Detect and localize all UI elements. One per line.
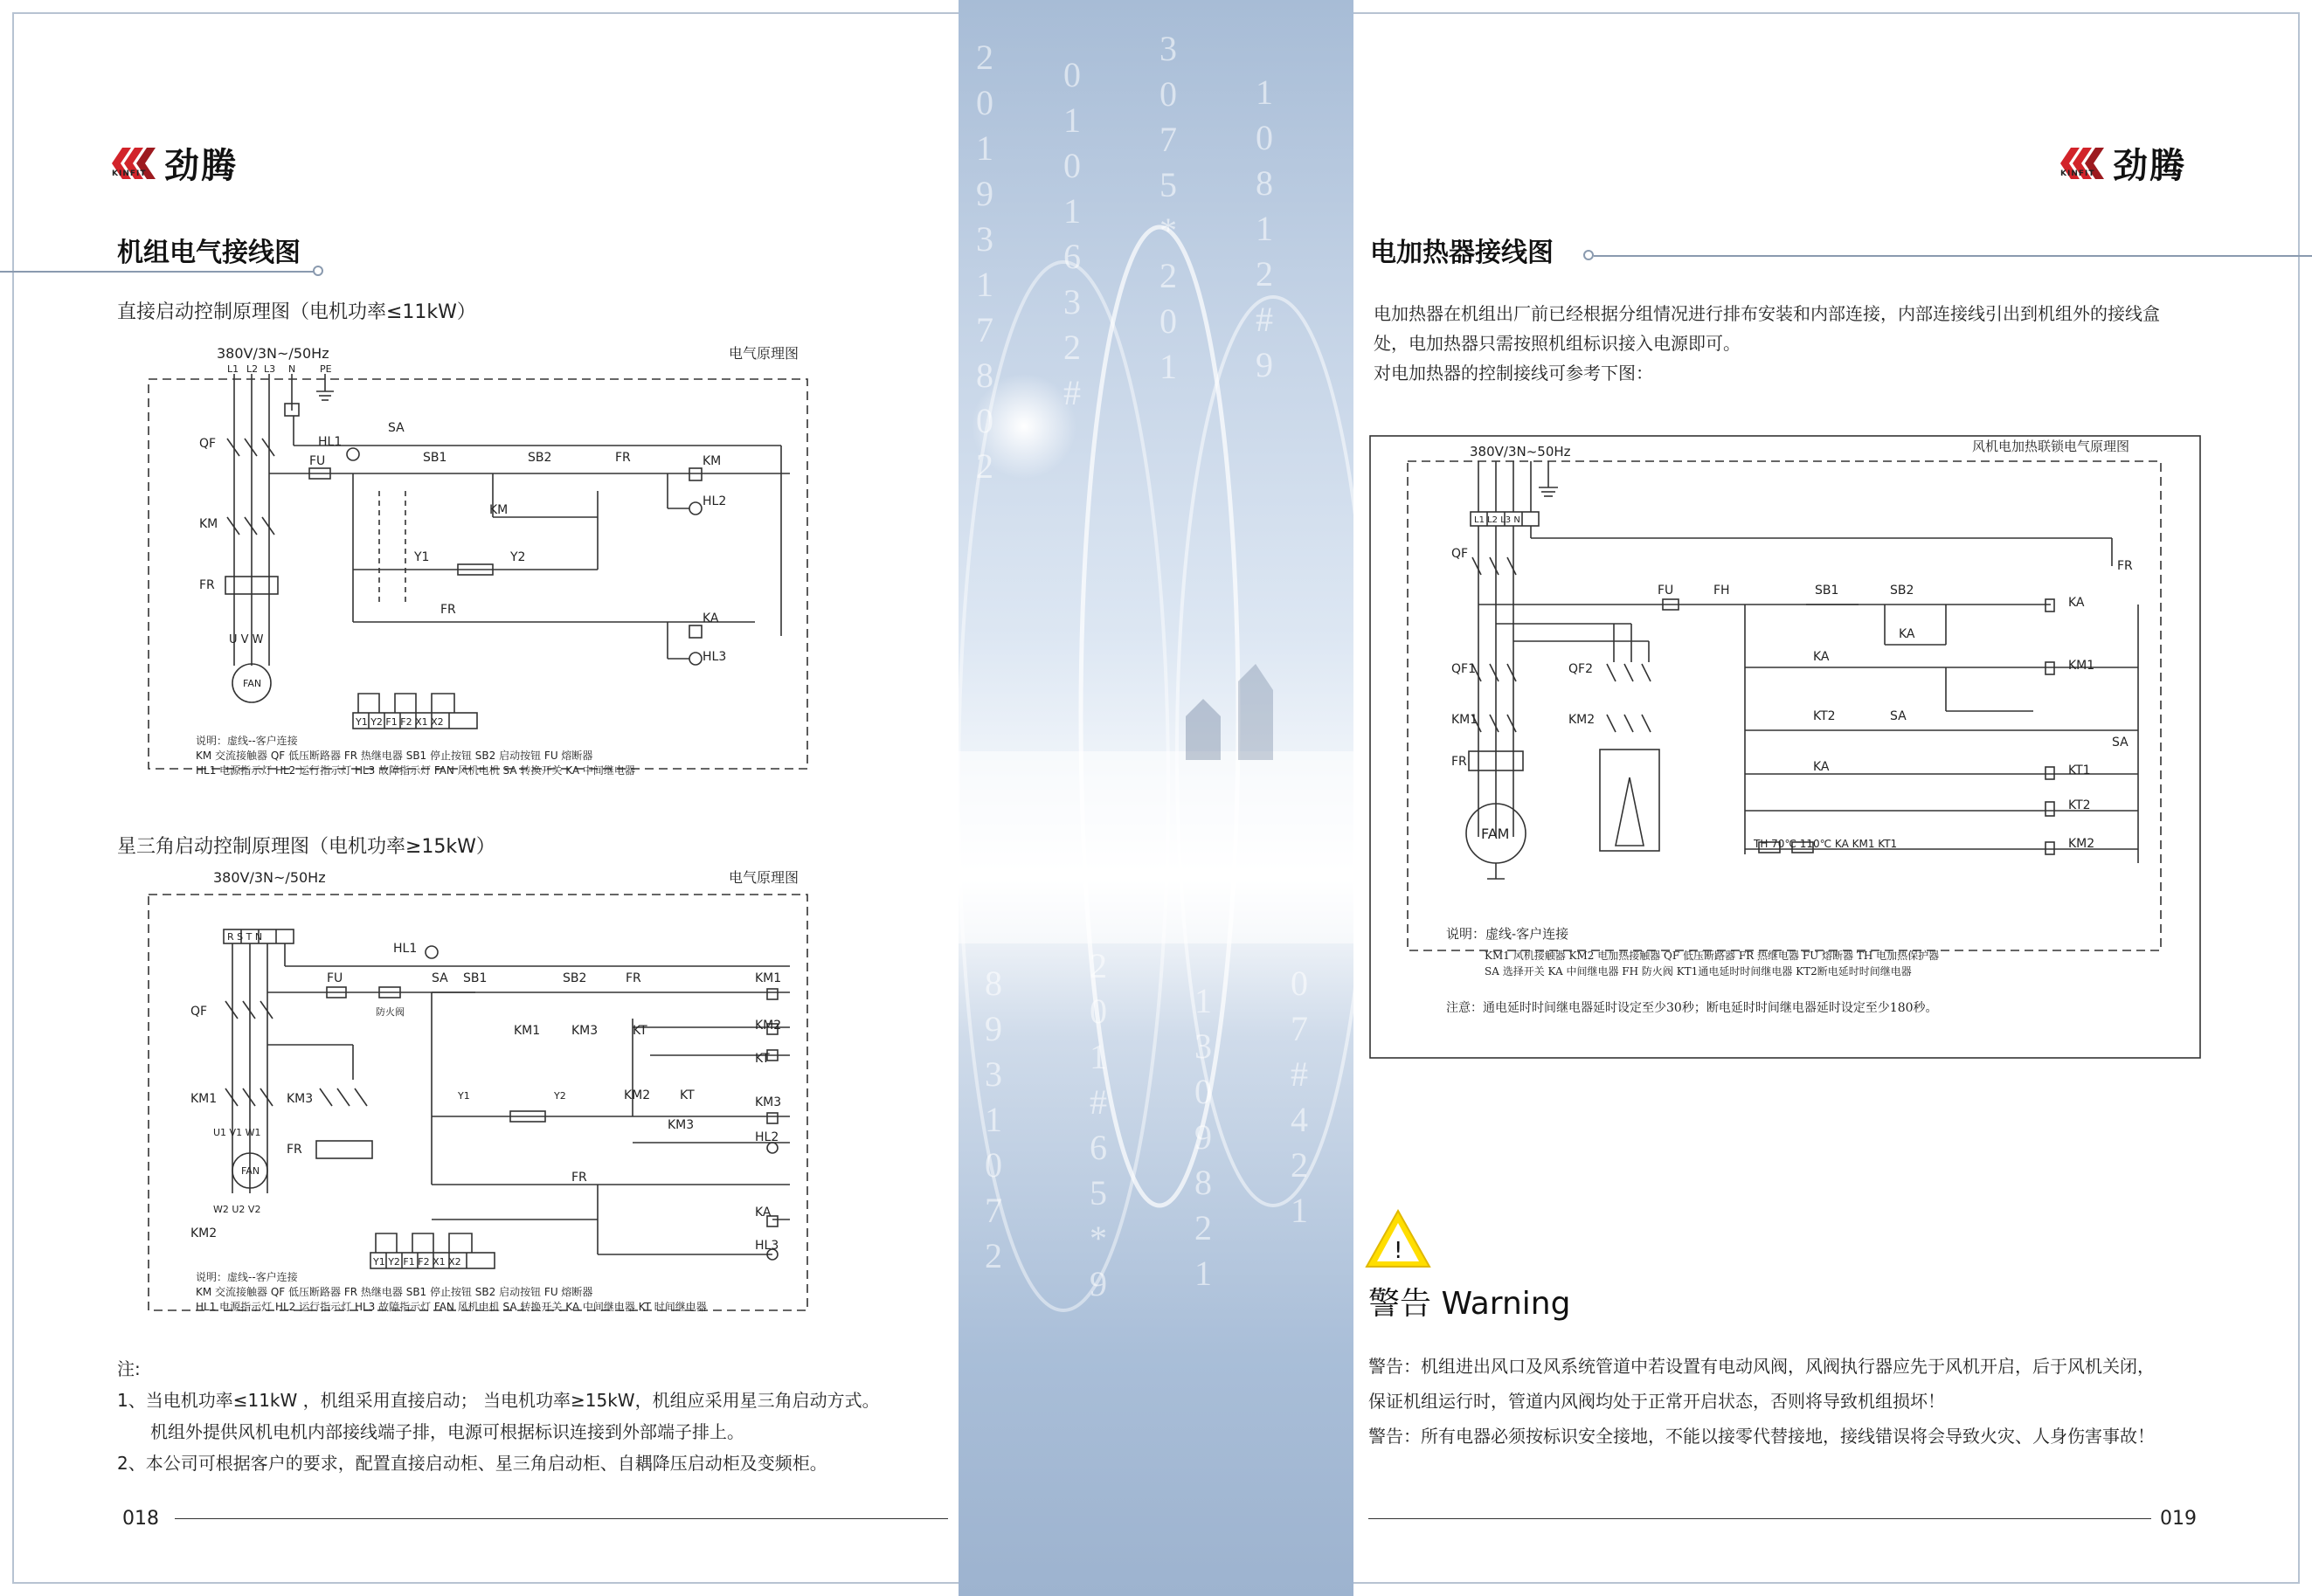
direct-supply-label: 380V/3N~/50Hz (217, 345, 329, 362)
svg-text:FR: FR (287, 1143, 302, 1157)
right-title-rule (1594, 255, 2312, 257)
svg-text:SB1: SB1 (423, 451, 447, 465)
svg-text:FR: FR (571, 1171, 587, 1185)
svg-text:KT: KT (755, 1052, 770, 1066)
brand-name: 劲腾 (164, 145, 238, 186)
svg-text:SB1: SB1 (1815, 584, 1839, 598)
svg-text:KA: KA (755, 1206, 772, 1219)
svg-text:Y1: Y1 (414, 550, 430, 564)
svg-text:KM1: KM1 (2068, 659, 2095, 673)
svg-text:KM2: KM2 (1568, 713, 1596, 727)
page-number-left: 018 (122, 1508, 159, 1530)
left-section-title: 机组电气接线图 (117, 238, 301, 268)
svg-text:KM3: KM3 (668, 1118, 695, 1132)
svg-text:HL1: HL1 (393, 942, 418, 956)
svg-text:防火阀: 防火阀 (376, 1006, 405, 1018)
svg-text:FR: FR (199, 578, 215, 592)
svg-text:L1: L1 (227, 363, 239, 375)
heater-legend-3: SA 选择开关 KA 中间继电器 FH 防火阀 KT1通电延时时间继电器 KT2断电延时时间继电器 (1485, 965, 1912, 978)
svg-text:KM3: KM3 (287, 1092, 314, 1106)
svg-text:SB1: SB1 (463, 971, 488, 985)
note-1b: 机组外提供风机电机内部接线端子排，电源可根据标识连接到外部端子排上。 (150, 1421, 744, 1442)
svg-text:KM2: KM2 (755, 1019, 782, 1033)
svg-text:L3: L3 (264, 363, 276, 375)
svg-text:FR: FR (2117, 559, 2133, 573)
svg-text:KA: KA (1813, 650, 1830, 664)
svg-text:SA: SA (432, 971, 448, 985)
svg-text:KM2: KM2 (190, 1226, 218, 1240)
svg-text:HL2: HL2 (703, 494, 727, 508)
left-footer-rule (175, 1518, 948, 1519)
svg-text:FAN: FAN (243, 678, 262, 689)
svg-text:L2: L2 (246, 363, 259, 375)
warning-triangle-icon (1363, 1207, 1433, 1270)
svg-text:R S T N: R S T N (227, 931, 263, 943)
star-legend-3: HL1 电源指示灯 HL2 运行指示灯 HL3 故障指示灯 FAN 风机电机 SA 转换开关 KA 中间继电器 KT 时间继电器 (196, 1301, 707, 1313)
heater-legend-2: KM1 风机接触器 KM2 电加热接触器 QF 低压断路器 FR 热继电器 FU 熔断器 TH 电加热保护器 (1485, 950, 1940, 962)
left-title-dot (313, 266, 323, 276)
brand-sub: KINFIT (2060, 169, 2095, 178)
svg-text:SB2: SB2 (563, 971, 587, 985)
svg-text:U V W: U V W (229, 633, 264, 646)
direct-caption: 电气原理图 (729, 345, 800, 362)
svg-text:PE: PE (320, 363, 332, 375)
star-delta-diagram (143, 870, 842, 1324)
heater-legend-1: 说明：虚线-客户连接 (1446, 926, 1569, 942)
svg-text:SB2: SB2 (1890, 584, 1914, 598)
svg-text:KA: KA (703, 611, 719, 625)
svg-text:KM1: KM1 (190, 1092, 218, 1106)
star-legend-1: 说明：虚线--客户连接 (196, 1271, 298, 1283)
svg-text:QF: QF (190, 1005, 208, 1019)
svg-text:TH 70℃ 110℃ KA KM1 KT1: TH 70℃ 110℃ KA KM1 KT1 (1754, 838, 1898, 850)
right-title-dot (1583, 250, 1594, 260)
svg-text:Y2: Y2 (510, 550, 526, 564)
warning-line-3: 警告：所有电器必须按标识安全接地，不能以接零代替接地，接线错误将会导致火灾、人身伤害事故！ (1368, 1426, 2155, 1447)
svg-text:HL2: HL2 (755, 1130, 779, 1144)
svg-text:KM3: KM3 (755, 1095, 782, 1109)
svg-text:KM3: KM3 (571, 1024, 599, 1038)
direct-start-diagram (143, 342, 842, 814)
intro-line-3: 对电加热器的控制接线可参考下图： (1374, 363, 1653, 383)
svg-text:KA: KA (1813, 760, 1830, 774)
svg-text:QF2: QF2 (1568, 662, 1593, 676)
svg-text:KT2: KT2 (2068, 798, 2091, 812)
intro-line-2: 处，电加热器只需按照机组标识接入电源即可。 (1374, 333, 1741, 354)
page-number-right: 019 (2160, 1508, 2197, 1530)
svg-text:FH: FH (1713, 584, 1730, 598)
svg-text:SB2: SB2 (528, 451, 552, 465)
svg-text:KM1: KM1 (514, 1024, 541, 1038)
svg-text:Y1 Y2 F1 F2 X1 X2: Y1 Y2 F1 F2 X1 X2 (356, 716, 444, 728)
svg-text:KM2: KM2 (624, 1088, 651, 1102)
svg-text:FAN: FAN (241, 1165, 260, 1177)
svg-text:KM: KM (703, 454, 722, 468)
svg-text:U1 V1 W1: U1 V1 W1 (213, 1127, 261, 1138)
svg-text:KT: KT (633, 1024, 647, 1038)
svg-text:QF: QF (1451, 547, 1469, 561)
brand-logo-left (112, 138, 238, 188)
intro-line-1: 电加热器在机组出厂前已经根据分组情况进行排布安装和内部连接，内部连接线引出到机组外的接线盒 (1374, 303, 2160, 324)
svg-text:FU: FU (309, 454, 326, 468)
notes-label: 注: (117, 1358, 141, 1379)
svg-text:FR: FR (1451, 755, 1467, 769)
svg-text:KM1: KM1 (1451, 713, 1478, 727)
svg-text:SA: SA (388, 421, 405, 435)
svg-text:FAM: FAM (1481, 826, 1510, 842)
svg-text:KT2: KT2 (1813, 709, 1836, 723)
note-1: 1、当电机功率≤11kW ，机组采用直接启动； 当电机功率≥15kW，机组应采用星三角启动方式。 (117, 1390, 880, 1411)
direct-legend-2: KM 交流接触器 QF 低压断路器 FR 热继电器 SB1 停止按钮 SB2 启动按钮 FU 熔断器 (196, 750, 593, 762)
svg-text:FR: FR (626, 971, 641, 985)
svg-text:HL1: HL1 (318, 435, 343, 449)
warning-line-1: 警告：机组进出风口及风系统管道中若设置有电动风阀，风阀执行器应先于风机开启，后于风机关闭， (1368, 1356, 2155, 1377)
brand-logo-right (2060, 138, 2186, 188)
star-heading: 星三角启动控制原理图（电机功率≥15kW） (117, 836, 495, 858)
svg-text:W2 U2 V2: W2 U2 V2 (213, 1204, 261, 1215)
svg-text:Y1 Y2 F1 F2 X1 X2: Y1 Y2 F1 F2 X1 X2 (373, 1256, 461, 1268)
svg-text:QF: QF (199, 437, 217, 451)
direct-legend-1: 说明：虚线--客户连接 (196, 735, 298, 747)
svg-text:FU: FU (1658, 584, 1674, 598)
warning-title: 警告 Warning (1368, 1286, 1571, 1322)
svg-text:KT: KT (680, 1088, 695, 1102)
svg-text:L1 L2 L3 N: L1 L2 L3 N (1474, 515, 1520, 525)
star-legend-2: KM 交流接触器 QF 低压断路器 FR 热继电器 SB1 停止按钮 SB2 启动按钮 FU 熔断器 (196, 1286, 593, 1298)
svg-text:KM2: KM2 (2068, 837, 2095, 851)
heater-legend-4: 注意：通电延时时间继电器延时设定至少30秒；断电延时时间继电器延时设定至少180秒。 (1446, 1001, 1938, 1015)
svg-text:KM: KM (199, 517, 218, 531)
svg-text:KT1: KT1 (2068, 763, 2091, 777)
svg-text:FR: FR (615, 451, 631, 465)
svg-text:KA: KA (2068, 596, 2085, 610)
svg-text:SA: SA (1890, 709, 1907, 723)
svg-text:N: N (288, 363, 296, 375)
svg-text:Y2: Y2 (554, 1090, 566, 1102)
decorative-band: 2 0 1 9 3 1 7 8 0 2 0 1 0 1 6 3 2 # 3 0 7 5 * 2 0 1 1 0 8 1 2 # 9 8 9 3 1 0 7 2 2 0 1 # 6 5 * 9 1 3 0 9 8 2 1 0 7 # 4 2 1 (959, 0, 1353, 1596)
direct-legend-3: HL1 电源指示灯 HL2 运行指示灯 HL3 故障指示灯 FAN 风机电机 SA 转换开关 KA 中间继电器 (196, 764, 635, 777)
note-2: 2、本公司可根据客户的要求，配置直接启动柜、星三角启动柜、自耦降压启动柜及变频柜。 (117, 1453, 827, 1474)
svg-text:!: ! (1394, 1238, 1403, 1264)
warning-line-2: 保证机组运行时，管道内风阀均处于正常开启状态，否则将导致机组损坏！ (1368, 1391, 1945, 1412)
svg-text:Y1: Y1 (458, 1090, 470, 1102)
svg-text:FU: FU (327, 971, 343, 985)
svg-text:KM1: KM1 (755, 971, 782, 985)
right-section-title: 电加热器接线图 (1370, 238, 1554, 268)
brand-sub: KINFIT (112, 169, 147, 178)
direct-heading: 直接启动控制原理图（电机功率≤11kW） (117, 301, 476, 323)
svg-text:QF1: QF1 (1451, 662, 1476, 676)
star-supply-label: 380V/3N~/50Hz (213, 870, 326, 886)
right-footer-rule (1368, 1518, 2151, 1519)
svg-text:HL3: HL3 (703, 650, 727, 664)
band-graphic (959, 0, 1353, 1596)
star-caption: 电气原理图 (729, 870, 800, 886)
svg-text:HL3: HL3 (755, 1239, 779, 1253)
heater-interlock-diagram (1369, 435, 2201, 1059)
brand-name: 劲腾 (2113, 145, 2186, 186)
left-title-rule (0, 271, 315, 273)
heater-caption: 风机电加热联锁电气原理图 (1972, 439, 2130, 454)
heater-supply-label: 380V/3N~50Hz (1470, 444, 1571, 459)
svg-text:KA: KA (1899, 627, 1915, 641)
svg-text:SA: SA (2112, 736, 2129, 750)
svg-text:KM: KM (489, 503, 509, 517)
svg-text:FR: FR (440, 603, 456, 617)
